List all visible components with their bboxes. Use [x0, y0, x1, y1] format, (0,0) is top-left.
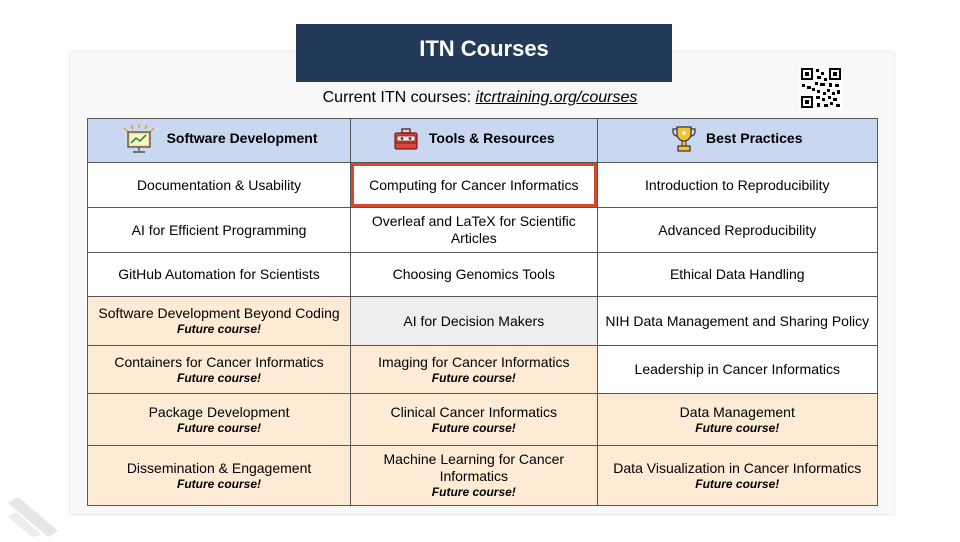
table-row: [88, 297, 878, 346]
future-course-label: Future course!: [695, 476, 780, 491]
course-title: Clinical Cancer Informatics: [390, 403, 558, 420]
course-title: Computing for Cancer Informatics: [369, 176, 579, 193]
course-cell[interactable]: [351, 297, 597, 346]
trophy-icon: [672, 125, 696, 153]
course-cell-future[interactable]: [88, 346, 351, 394]
course-title: Documentation & Usability: [136, 176, 302, 193]
subtitle-text: Current ITN courses:: [322, 89, 472, 106]
course-title: Data Visualization in Cancer Informatics: [613, 459, 862, 476]
course-cell-future[interactable]: [351, 394, 597, 446]
course-title: AI for Efficient Programming: [131, 221, 307, 238]
course-cell-future[interactable]: [351, 346, 597, 394]
course-title: Choosing Genomics Tools: [392, 266, 555, 282]
table-row: [88, 163, 878, 208]
future-course-label: Future course!: [431, 370, 516, 385]
course-title: Containers for Cancer Informatics: [114, 353, 324, 370]
course-title: Leadership in Cancer Informatics: [634, 361, 840, 377]
table-row: [88, 446, 878, 506]
future-course-label: Future course!: [431, 420, 516, 435]
course-title: Introduction to Reproducibility: [645, 176, 830, 193]
course-cell[interactable]: [597, 346, 877, 394]
course-cell[interactable]: [88, 163, 351, 208]
course-title: GitHub Automation for Scientists: [118, 266, 320, 282]
table-row: [88, 394, 878, 446]
course-title: Package Development: [148, 403, 290, 420]
course-cell[interactable]: [597, 297, 877, 346]
corner-stripes-icon: [8, 497, 60, 542]
course-title: Imaging for Cancer Informatics: [378, 353, 570, 370]
column-header-label: Tools & Resources: [428, 130, 555, 146]
course-title: Advanced Reproducibility: [658, 221, 817, 238]
course-title: Data Management: [679, 403, 795, 420]
future-course-label: Future course!: [177, 420, 262, 435]
course-title: AI for Decision Makers: [403, 312, 545, 329]
column-header-tools-resources: [351, 119, 597, 163]
table-header-row: [88, 119, 878, 163]
course-cell[interactable]: [351, 208, 597, 253]
table-row: [88, 253, 878, 297]
future-course-label: Future course!: [177, 370, 262, 385]
column-header-best-practices: [597, 119, 877, 163]
course-title: Dissemination & Engagement: [126, 459, 312, 476]
column-header-label: Software Development: [166, 130, 318, 146]
course-cell-highlighted[interactable]: [351, 163, 597, 208]
course-cell[interactable]: [597, 253, 877, 297]
table-row: [88, 346, 878, 394]
course-title: NIH Data Management and Sharing Policy: [605, 312, 870, 329]
toolbox-icon: [393, 127, 419, 151]
course-cell-future[interactable]: [88, 394, 351, 446]
course-cell[interactable]: [88, 208, 351, 253]
qr-code-icon: [799, 66, 843, 110]
course-cell[interactable]: [597, 163, 877, 208]
title-banner: [296, 24, 672, 82]
future-course-label: Future course!: [431, 485, 516, 499]
course-cell-future[interactable]: [351, 446, 597, 506]
column-header-software-development: [88, 119, 351, 163]
course-title: Overleaf and LaTeX for Scientific Articles: [371, 213, 576, 246]
table-row: [88, 208, 878, 253]
future-course-label: Future course!: [177, 476, 262, 491]
course-cell[interactable]: [351, 253, 597, 297]
future-course-label: Future course!: [695, 420, 780, 435]
course-title: Machine Learning for Cancer Informatics: [383, 451, 565, 484]
courses-link[interactable]: itcrtraining.org/courses: [475, 89, 638, 106]
course-cell-future[interactable]: [88, 297, 351, 346]
future-course-label: Future course!: [177, 322, 262, 336]
course-cell-future[interactable]: [597, 446, 877, 506]
monitor-chart-icon: [121, 124, 157, 154]
course-cell-future[interactable]: [88, 446, 351, 506]
course-title: Ethical Data Handling: [669, 266, 805, 282]
course-cell-future[interactable]: [597, 394, 877, 446]
page-title: ITN Courses: [419, 36, 549, 61]
column-header-label: Best Practices: [706, 130, 803, 146]
course-title: Software Development Beyond Coding: [98, 305, 340, 321]
courses-table: [87, 118, 878, 506]
course-cell[interactable]: [88, 253, 351, 297]
course-cell[interactable]: [597, 208, 877, 253]
